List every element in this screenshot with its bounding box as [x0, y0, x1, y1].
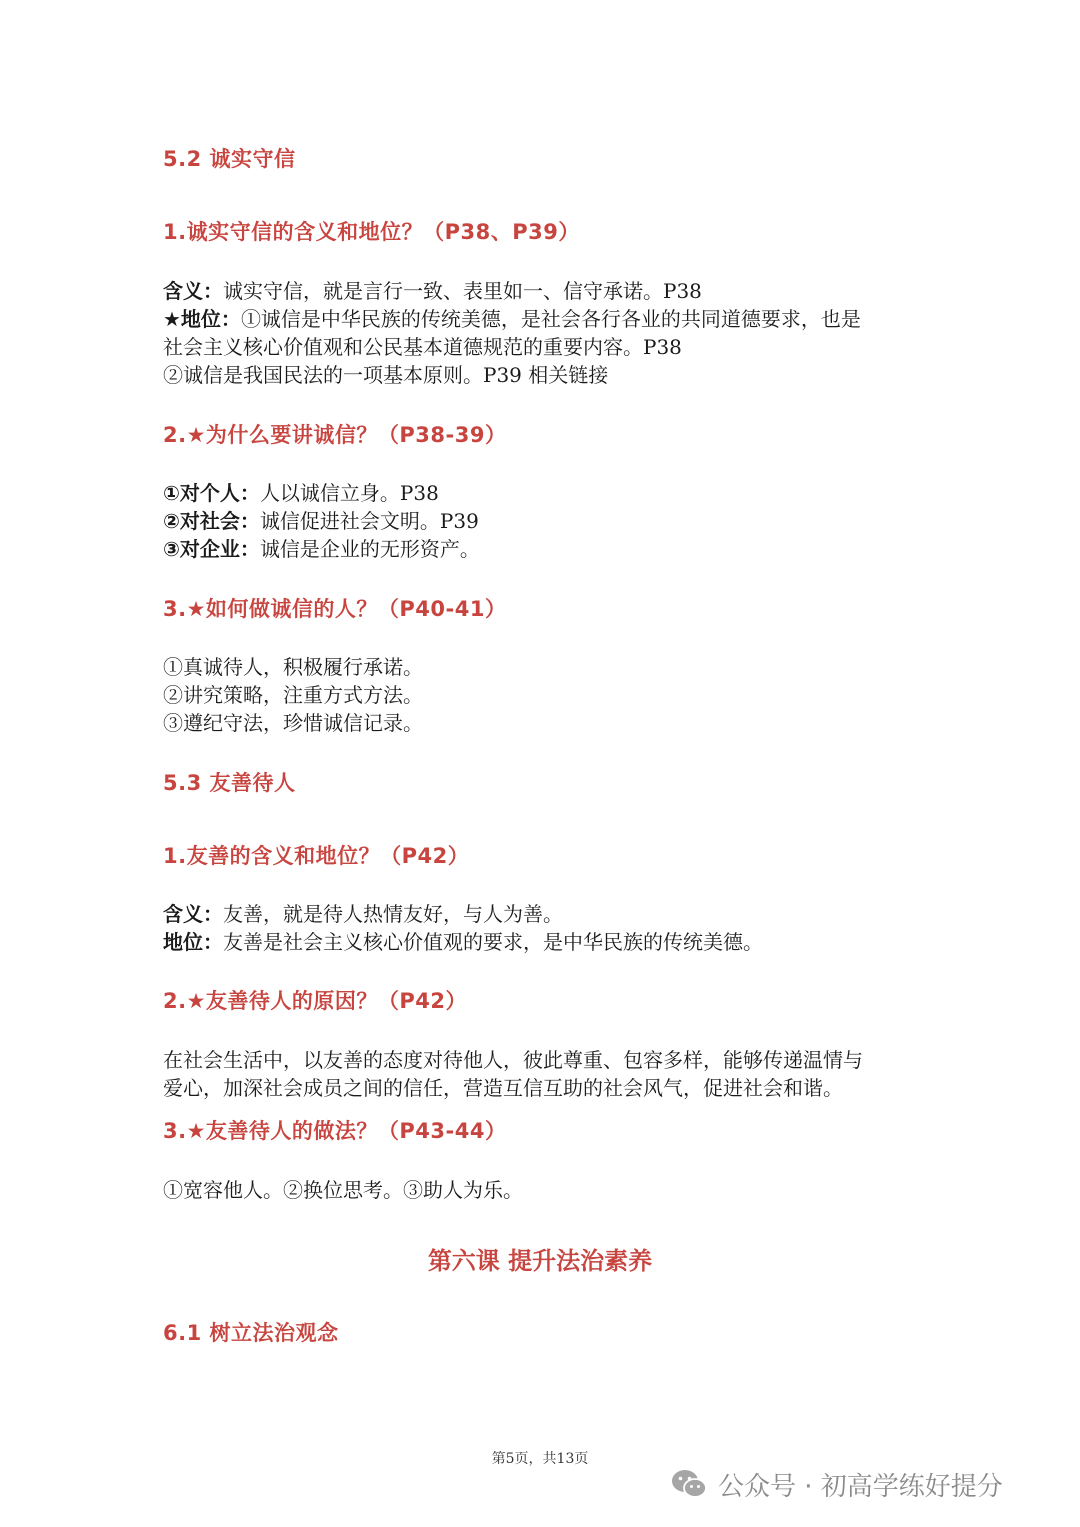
text-line	[163, 305, 861, 333]
line-label: ③对企业：	[163, 537, 260, 561]
line-text: ③遵纪守法，珍惜诚信记录。	[163, 711, 423, 735]
line-label: ①对个人：	[163, 481, 260, 505]
question-title-kindness-meaning: 1.友善的含义和地位？（P42）	[163, 844, 470, 868]
text-line	[163, 277, 702, 305]
text-line	[163, 1046, 863, 1074]
line-text: 诚实守信，就是言行一致、表里如一、信守承诺。P38	[223, 279, 702, 303]
line-text: ②讲究策略，注重方式方法。	[163, 683, 423, 707]
line-text: 在社会生活中，以友善的态度对待他人，彼此尊重、包容多样，能够传递温情与	[163, 1048, 863, 1072]
text-line	[163, 333, 682, 361]
line-text: 友善，就是待人热情友好，与人为善。	[223, 902, 563, 926]
page-footer: 第5页，共13页	[491, 1451, 589, 1467]
text-line	[163, 709, 423, 737]
line-text: ②诚信是我国民法的一项基本原则。P39 相关链接	[163, 363, 609, 387]
line-label: ②对社会：	[163, 509, 260, 533]
line-label: 含义：	[163, 902, 223, 926]
question-title-why-honesty: 2.★为什么要讲诚信？（P38-39）	[163, 423, 507, 447]
line-label: 地位：	[163, 930, 223, 954]
text-line	[163, 653, 423, 681]
section-title-6-1: 6.1 树立法治观念	[163, 1321, 339, 1345]
line-text: 诚信是企业的无形资产。	[259, 537, 480, 561]
watermark	[670, 1464, 1003, 1504]
section-title-5-3: 5.3 友善待人	[163, 771, 296, 795]
text-line	[163, 479, 439, 507]
line-text: 诚信促进社会文明。P39	[259, 509, 479, 533]
line-text: ①宽容他人。②换位思考。③助人为乐。	[163, 1178, 523, 1202]
line-text: 人以诚信立身。P38	[259, 481, 439, 505]
line-label: 含义：	[163, 279, 223, 303]
line-text: ①真诚待人，积极履行承诺。	[163, 655, 423, 679]
line-text: 友善是社会主义核心价值观的要求，是中华民族的传统美德。	[223, 930, 763, 954]
text-line	[163, 535, 480, 563]
question-title-honesty-meaning: 1.诚实守信的含义和地位？（P38、P39）	[163, 220, 580, 244]
text-line	[163, 681, 423, 709]
question-title-kindness-reason: 2.★友善待人的原因？（P42）	[163, 989, 468, 1013]
chapter-title: 第六课 提升法治素养	[427, 1247, 653, 1275]
text-line	[163, 928, 763, 956]
text-line	[163, 1176, 523, 1204]
text-line	[163, 1074, 843, 1102]
question-title-how-honesty: 3.★如何做诚信的人？（P40-41）	[163, 597, 507, 621]
line-text: 社会主义核心价值观和公民基本道德规范的重要内容。P38	[163, 335, 682, 359]
line-text: 爱心，加深社会成员之间的信任，营造互信互助的社会风气，促进社会和谐。	[163, 1076, 843, 1100]
text-line	[163, 900, 563, 928]
text-line	[163, 361, 608, 389]
line-text: ①诚信是中华民族的传统美德，是社会各行各业的共同道德要求，也是	[240, 307, 861, 331]
wechat-icon	[670, 1467, 708, 1501]
text-line	[163, 507, 479, 535]
line-label: ★地位：	[163, 307, 241, 331]
question-title-kindness-practice: 3.★友善待人的做法？（P43-44）	[163, 1119, 507, 1143]
watermark-text: 公众号 · 初高学练好提分	[718, 1471, 1003, 1502]
section-title-5-2: 5.2 诚实守信	[163, 147, 296, 171]
